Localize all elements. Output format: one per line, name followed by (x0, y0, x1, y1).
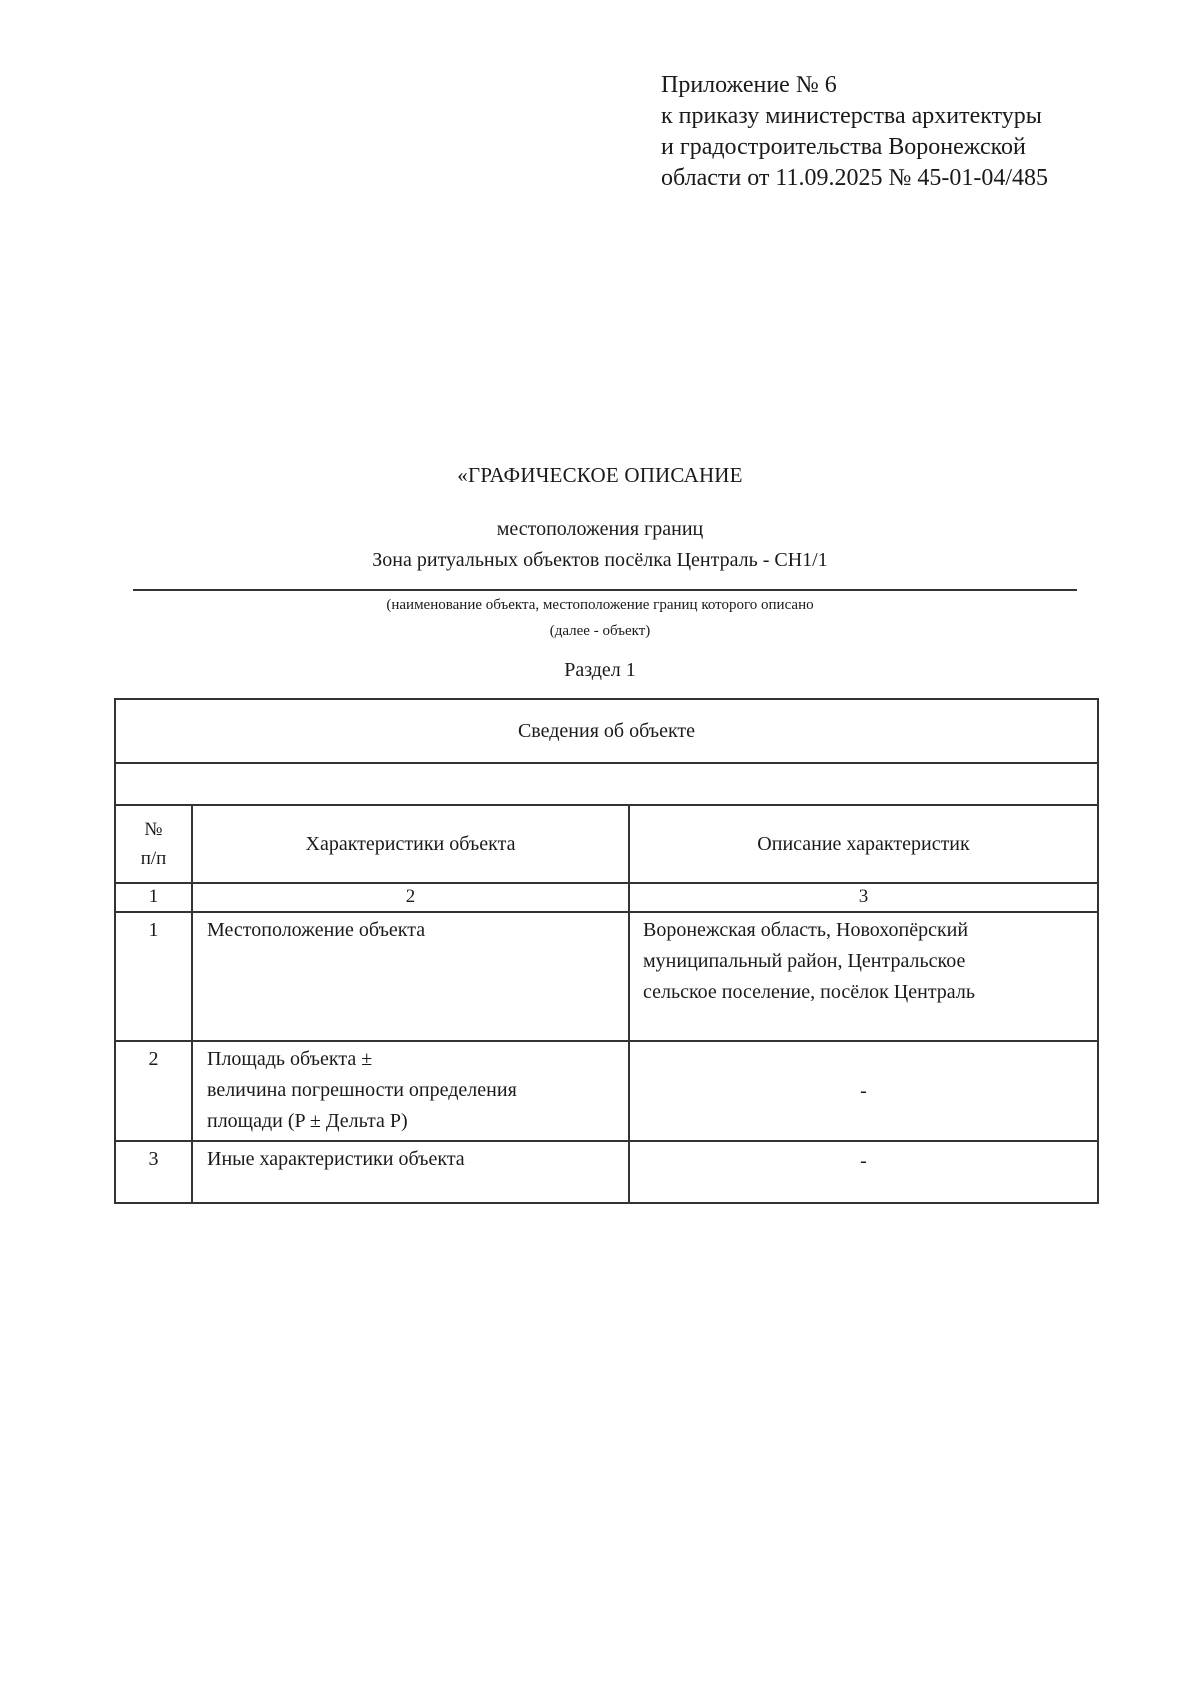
text-line: площади (P ± Дельта P) (207, 1110, 408, 1132)
row-number: 3 (115, 1141, 192, 1203)
row-characteristic (192, 1041, 629, 1141)
caption-line: (наименование объекта, местоположение границ которого описано (386, 597, 814, 613)
column-index-cell: 2 (192, 883, 629, 912)
row-description: - (629, 1041, 1098, 1141)
column-header-description: Описание характеристик (629, 805, 1098, 883)
section-title: Раздел 1 (564, 659, 636, 681)
document-title: «ГРАФИЧЕСКОЕ ОПИСАНИЕ (457, 463, 743, 487)
text-line: муниципальный район, Центральское (643, 950, 966, 972)
annex-line: области от 11.09.2025 № 45-01-04/485 (661, 165, 1049, 191)
object-info-table (114, 698, 1099, 1204)
subtitle-object-name: Зона ритуальных объектов посёлка Централь - СН1/1 (372, 549, 828, 571)
annex-line: и градостроительства Воронежской (661, 134, 1026, 160)
text-line: Воронежская область, Новохопёрский (643, 919, 969, 941)
column-index-cell: 1 (115, 883, 192, 912)
table-row (115, 1041, 1098, 1141)
text-line: Иные характеристики объекта (207, 1148, 465, 1170)
column-headers-row (115, 805, 1098, 883)
column-header-characteristics: Характеристики объекта (192, 805, 629, 883)
empty-cell (115, 763, 1098, 805)
text-line: величина погрешности определения (207, 1079, 517, 1101)
row-number: 2 (115, 1041, 192, 1141)
row-description (629, 912, 1098, 1041)
annex-line: к приказу министерства архитектуры (661, 103, 1042, 129)
text-line: Местоположение объекта (207, 919, 426, 941)
table-empty-row (115, 763, 1098, 805)
table-row (115, 912, 1098, 1041)
column-index-cell: 3 (629, 883, 1098, 912)
column-header-number-line: № (144, 819, 163, 840)
caption-line: (далее - объект) (549, 623, 651, 639)
table-header-row (115, 699, 1098, 763)
object-name-underline (133, 589, 1077, 591)
row-number: 1 (115, 912, 192, 1041)
table-header: Сведения об объекте (115, 699, 1098, 763)
text-line: сельское поселение, посёлок Централь (643, 981, 975, 1003)
annex-header (661, 70, 1048, 194)
row-characteristic (192, 1141, 629, 1203)
column-header-number (115, 805, 192, 883)
table-row (115, 1141, 1098, 1203)
row-description: - (629, 1141, 1098, 1203)
column-index-row (115, 883, 1098, 912)
text-line: Площадь объекта ± (207, 1048, 373, 1070)
column-header-number-line: п/п (140, 848, 167, 869)
annex-line: Приложение № 6 (661, 72, 837, 98)
row-characteristic (192, 912, 629, 1041)
subtitle-boundaries: местоположения границ (496, 518, 704, 540)
